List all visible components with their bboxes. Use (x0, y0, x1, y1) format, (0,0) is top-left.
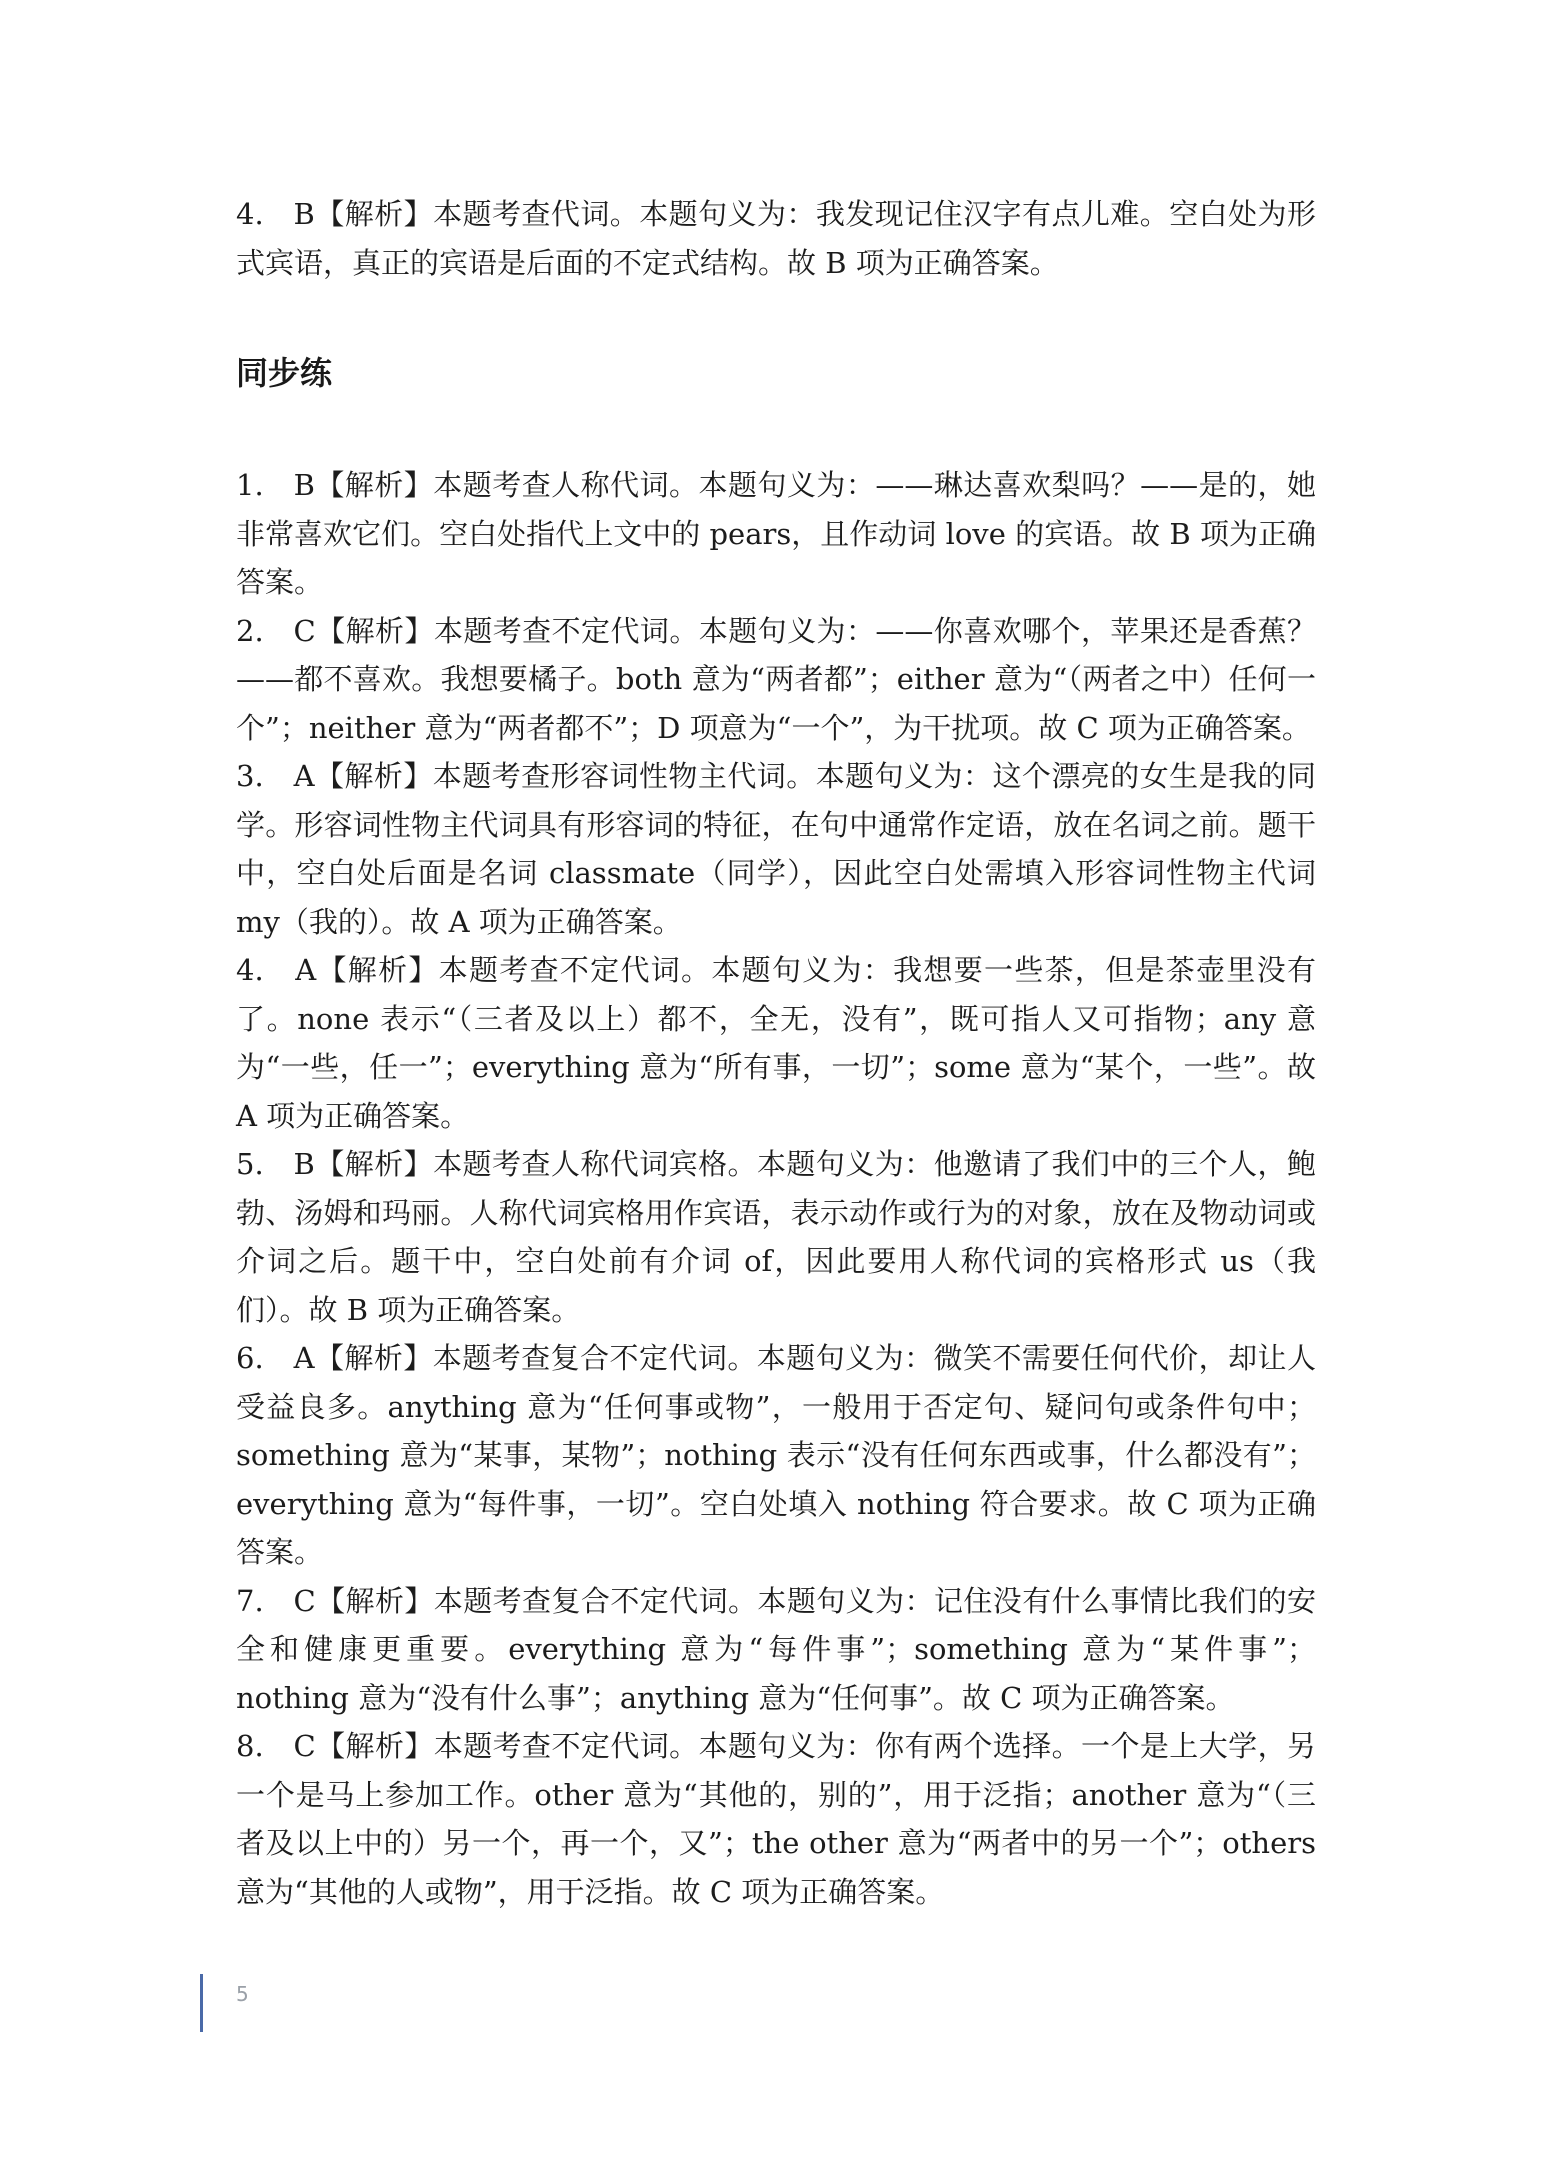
answer-item-4: 4. A【解析】本题考查不定代词。本题句义为：我想要一些茶，但是茶壶里没有了。none 表示“（三者及以上）都不，全无，没有”，既可指人又可指物；any 意为“一些，任一”；everything 意为“所有事，一切”；some 意为“某个，一些”。故 A 项为正确答案。 (236, 953, 1316, 1133)
answer-item-6: 6. A【解析】本题考查复合不定代词。本题句义为：微笑不需要任何代价，却让人受益良多。anything 意为“任何事或物”，一般用于否定句、疑问句或条件句中；something 意为“某事，某物”；nothing 表示“没有任何东西或事，什么都没有”；everything 意为“每件事，一切”。空白处填入 nothing 符合要求。故 C 项为正确答案。 (236, 1341, 1316, 1569)
answer-item-7: 7. C【解析】本题考查复合不定代词。本题句义为：记住没有什么事情比我们的安全和健康更重要。everything 意为“每件事”；something 意为“某件事”；nothing 意为“没有什么事”；anything 意为“任何事”。故 C 项为正确答案。 (236, 1583, 1316, 1715)
answer-item-1: 1. B【解析】本题考查人称代词。本题句义为：——琳达喜欢梨吗？——是的，她非常喜欢它们。空白处指代上文中的 pears，且作动词 love 的宾语。故 B 项为正确答案。 (236, 468, 1316, 599)
answer-item-3: 3. A【解析】本题考查形容词性物主代词。本题句义为：这个漂亮的女生是我的同学。形容词性物主代词具有形容词的特征，在句中通常作定语，放在名词之前。题干中，空白处后面是名词 classmate（同学），因此空白处需填入形容词性物主代词 my（我的）。故 A 项为正确答案。 (236, 759, 1316, 939)
section-title: 同步练 (236, 354, 333, 392)
answer-item-8: 8. C【解析】本题考查不定代词。本题句义为：你有两个选择。一个是上大学，另一个是马上参加工作。other 意为“其他的，别的”，用于泛指；another 意为“（三者及以上中的）另一个，再一个，又”；the other 意为“两者中的另一个”；others 意为“其他的人或物”，用于泛指。故 C 项为正确答案。 (236, 1729, 1316, 1909)
intro-answer-4: 4. B【解析】本题考查代词。本题句义为：我发现记住汉字有点儿难。空白处为形式宾语，真正的宾语是后面的不定式结构。故 B 项为正确答案。 (236, 197, 1316, 280)
footer-rule (200, 1974, 203, 2032)
page-number: 5 (236, 1982, 249, 2006)
answer-item-5: 5. B【解析】本题考查人称代词宾格。本题句义为：他邀请了我们中的三个人，鲍勃、汤姆和玛丽。人称代词宾格用作宾语，表示动作或行为的对象，放在及物动词或介词之后。题干中，空白处前有介词 of，因此要用人称代词的宾格形式 us（我们）。故 B 项为正确答案。 (236, 1147, 1316, 1327)
page-content (236, 190, 1316, 1916)
answer-item-2: 2. C【解析】本题考查不定代词。本题句义为：——你喜欢哪个，苹果还是香蕉？——都不喜欢。我想要橘子。both 意为“两者都”；either 意为“（两者之中）任何一个”；neither 意为“两者都不”；D 项意为“一个”，为干扰项。故 C 项为正确答案。 (236, 613, 1316, 745)
